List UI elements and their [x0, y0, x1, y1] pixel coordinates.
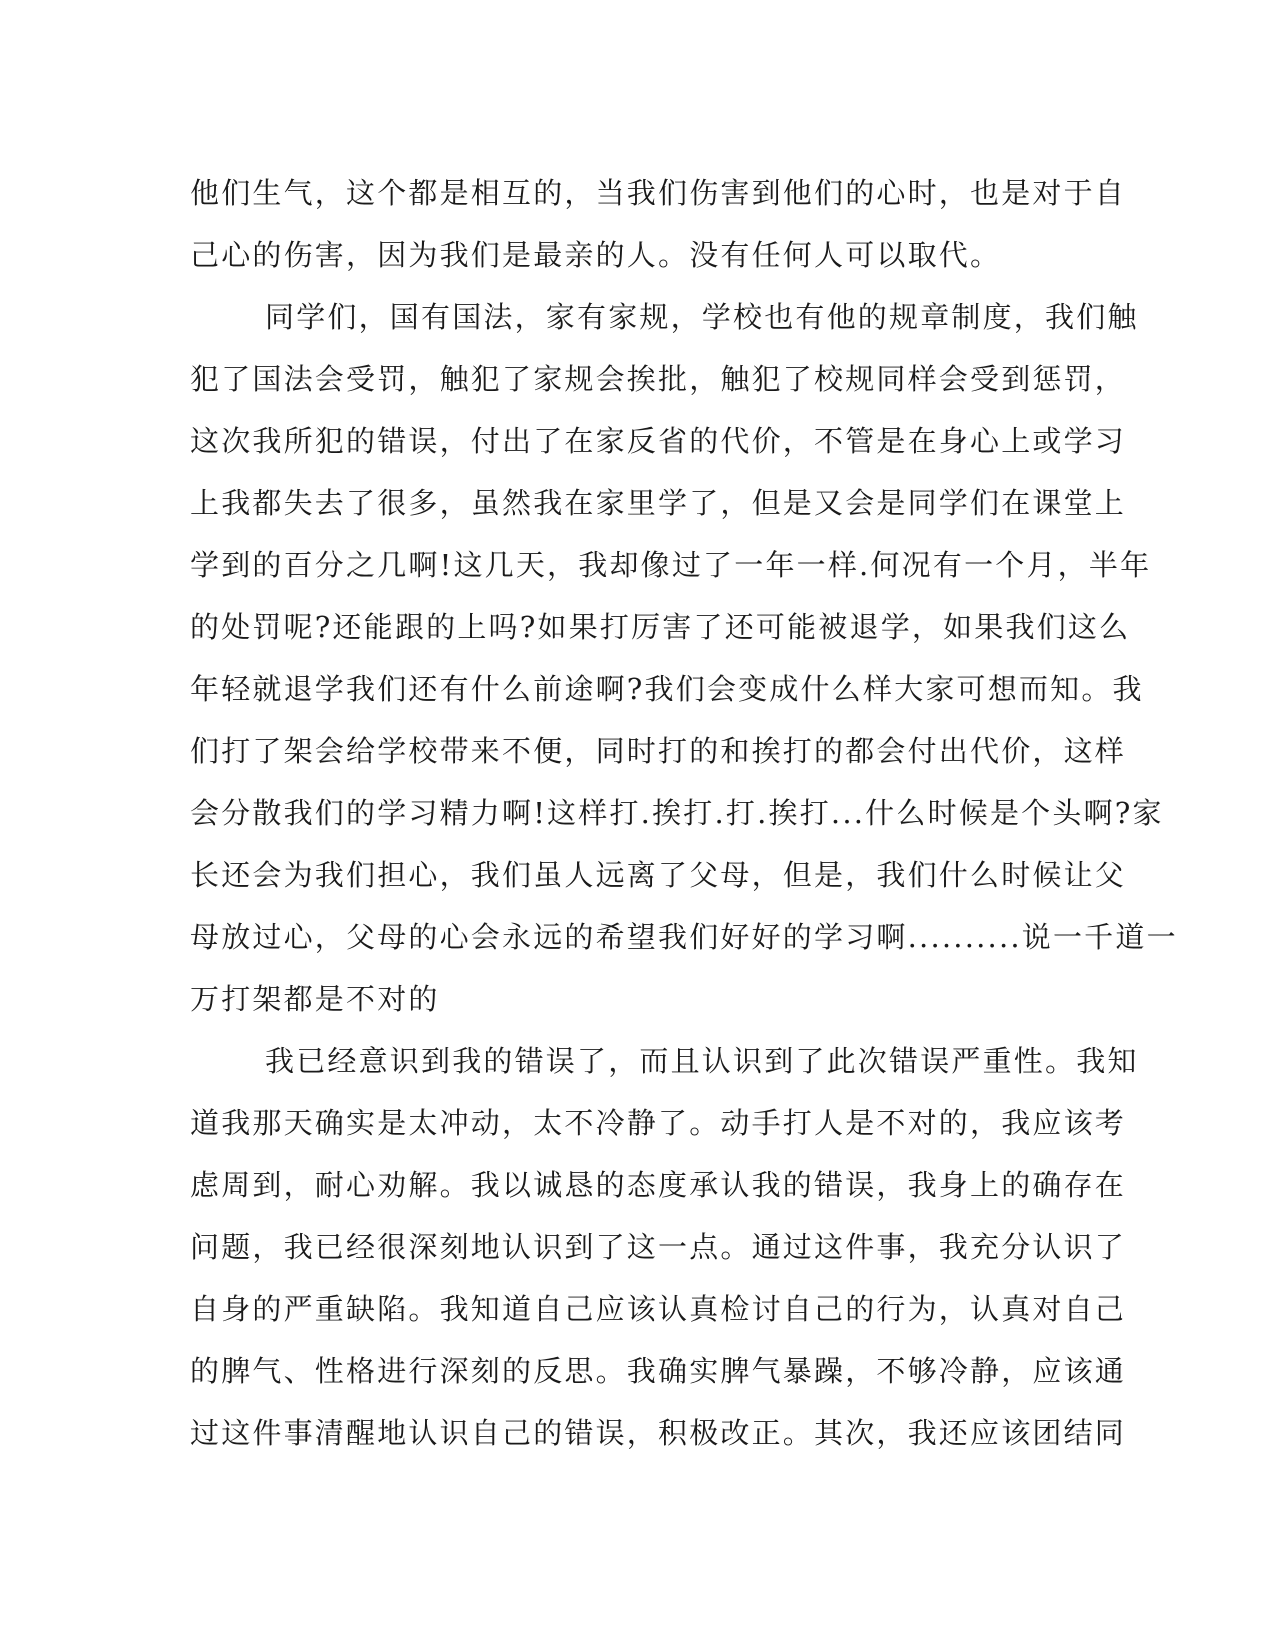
document-body — [190, 162, 1178, 1464]
text-line: 的处罚呢?还能跟的上吗?如果打厉害了还可能被退学，如果我们这么 — [190, 610, 1131, 644]
paragraph-3 — [190, 1030, 1139, 1464]
paragraph-1 — [190, 162, 1127, 286]
text-line: 己心的伤害，因为我们是最亲的人。没有任何人可以取代。 — [190, 238, 1002, 272]
text-line: 母放过心，父母的心会永远的希望我们好好的学习啊..........说一千道一 — [190, 920, 1178, 954]
text-line: 问题，我已经很深刻地认识到了这一点。通过这件事，我充分认识了 — [190, 1230, 1127, 1264]
text-line: 虑周到，耐心劝解。我以诚恳的态度承认我的错误，我身上的确存在 — [190, 1168, 1127, 1202]
text-line: 道我那天确实是太冲动，太不冷静了。动手打人是不对的，我应该考 — [190, 1106, 1127, 1140]
text-line: 过这件事清醒地认识自己的错误，积极改正。其次，我还应该团结同 — [190, 1416, 1127, 1450]
text-line: 这次我所犯的错误，付出了在家反省的代价，不管是在身心上或学习 — [190, 424, 1127, 458]
text-line: 犯了国法会受罚，触犯了家规会挨批，触犯了校规同样会受到惩罚， — [190, 362, 1127, 396]
text-line: 们打了架会给学校带来不便，同时打的和挨打的都会付出代价，这样 — [190, 734, 1127, 768]
text-line: 长还会为我们担心，我们虽人远离了父母，但是，我们什么时候让父 — [190, 858, 1127, 892]
text-line: 上我都失去了很多，虽然我在家里学了，但是又会是同学们在课堂上 — [190, 486, 1127, 520]
text-line: 他们生气，这个都是相互的，当我们伤害到他们的心时，也是对于自 — [190, 176, 1127, 210]
text-line: 万打架都是不对的 — [190, 982, 440, 1016]
text-line: 学到的百分之几啊!这几天，我却像过了一年一样.何况有一个月，半年 — [190, 548, 1152, 582]
paragraph-2 — [190, 286, 1178, 1030]
text-line: 会分散我们的学习精力啊!这样打.挨打.打.挨打...什么时候是个头啊?家 — [190, 796, 1164, 830]
text-line: 的脾气、性格进行深刻的反思。我确实脾气暴躁，不够冷静，应该通 — [190, 1354, 1127, 1388]
text-line: 我已经意识到我的错误了，而且认识到了此次错误严重性。我知 — [265, 1044, 1139, 1078]
text-line: 自身的严重缺陷。我知道自己应该认真检讨自己的行为，认真对自己 — [190, 1292, 1127, 1326]
text-line: 年轻就退学我们还有什么前途啊?我们会变成什么样大家可想而知。我 — [190, 672, 1144, 706]
text-line: 同学们，国有国法，家有家规，学校也有他的规章制度，我们触 — [265, 300, 1139, 334]
